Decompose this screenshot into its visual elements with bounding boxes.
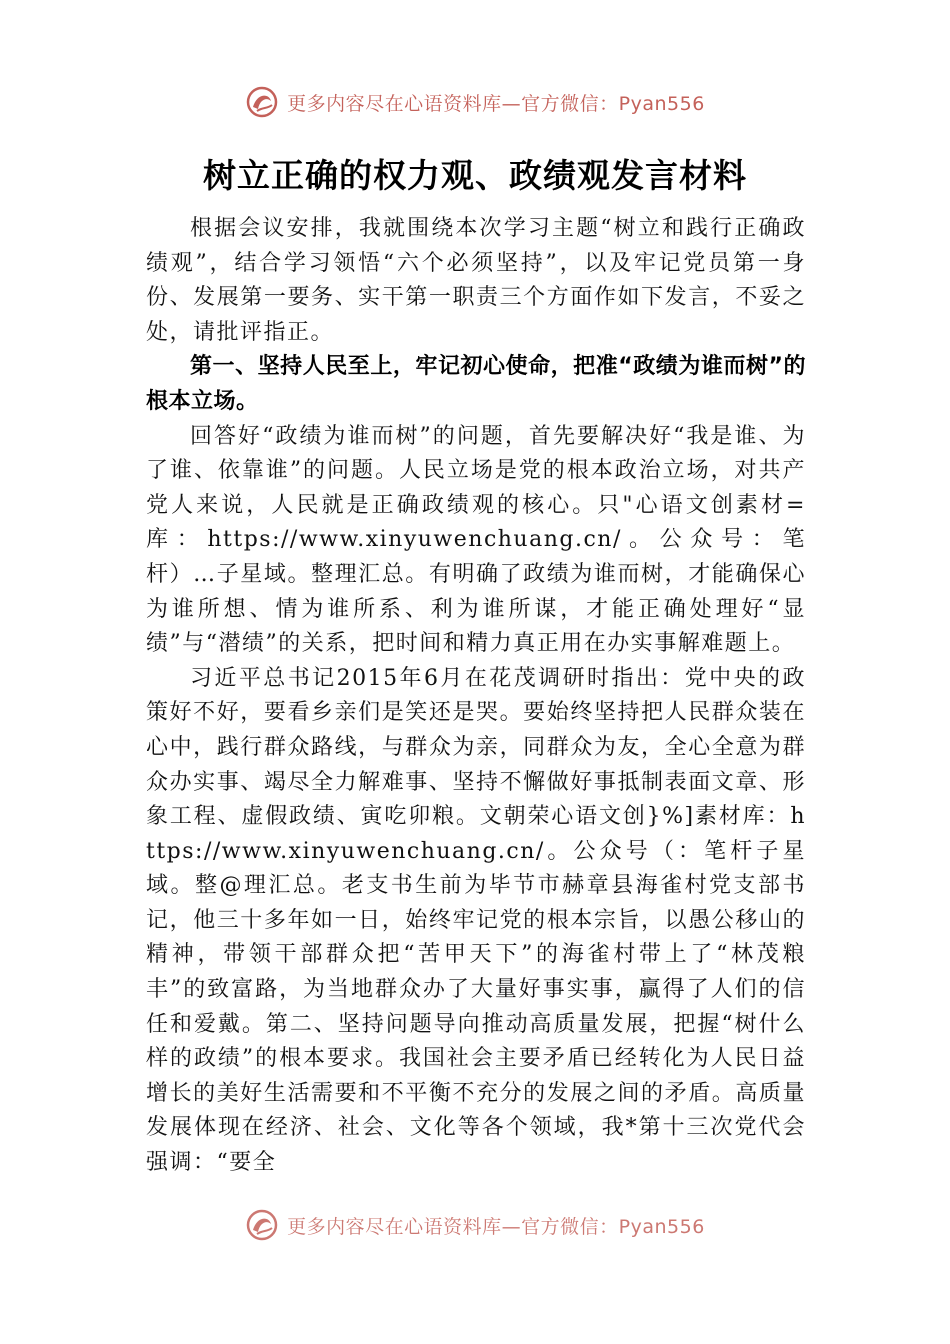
watermark-text: 更多内容尽在心语资料库—官方微信：Pyan556 — [287, 92, 705, 115]
paragraph-huamao-visit: 习近平总书记2015年6月在花茂调研时指出：党中央的政策好不好，要看乡亲们是笑还是哭。要始终坚持把人民群众装在心中，践行群众路线，与群众为亲，同群众为友，全心全意为群众办实事、竭尽全力解难事、坚持不懈做好事抵制表面文章、形象工程、虚假政绩、寅吃卯粮。文朝荣心语文创}%]素材库：https://www.xinyuwenchuang.cn/。公众号（：笔杆子星域。整@理汇总。老支书生前为毕节市赫章县海雀村党支部书记，他三十多年如一日，始终牢记党的根本宗旨，以愚公移山的精神，带领干部群众把“苦甲天下”的海雀村带上了“林茂粮丰”的致富路，为当地群众办了大量好事实事，赢得了人们的信任和爱戴。第二、坚持问题导向推动高质量发展，把握“树什么样的政绩”的根本要求。我国社会主要矛盾已经转化为人民日益增长的美好生活需要和不平衡不充分的发展之间的矛盾。高质量发展体现在经济、社会、文化等各个领域，我*第十三次党代会强调：“要全 — [146, 665, 806, 1176]
swirl-logo-icon — [245, 85, 279, 119]
watermark-text: 更多内容尽在心语资料库—官方微信：Pyan556 — [287, 1215, 705, 1238]
swirl-logo-icon — [245, 1208, 279, 1242]
section-heading-first: 第一、坚持人民至上，牢记初心使命，把准“政绩为谁而树”的根本立场。 — [146, 354, 806, 414]
watermark-banner-top — [0, 82, 950, 122]
document-body — [146, 212, 806, 1181]
paragraph-people-stance: 回答好“政绩为谁而树”的问题，首先要解决好“我是谁、为了谁、依靠谁”的问题。人民立场是党的根本政治立场，对共产党人来说，人民就是正确政绩观的核心。只"心语文创素材=库：https://www.xinyuwenchuang.cn/。公众号：笔杆）…子星域。整理汇总。有明确了政绩为谁而树，才能确保心为谁所想、情为谁所系、利为谁所谋，才能正确处理好“显绩”与“潜绩”的关系，把时间和精力真正用在办实事解难题上。 — [146, 423, 806, 657]
paragraph-intro: 根据会议安排，我就围绕本次学习主题“树立和践行正确政绩观”，结合学习领悟“六个必须坚持”，以及牢记党员第一身份、发展第一要务、实干第一职责三个方面作如下发言，不妥之处，请批评指正。 — [146, 216, 806, 345]
document-title: 树立正确的权力观、政绩观发言材料 — [203, 156, 747, 195]
watermark-banner-bottom — [0, 1205, 950, 1245]
